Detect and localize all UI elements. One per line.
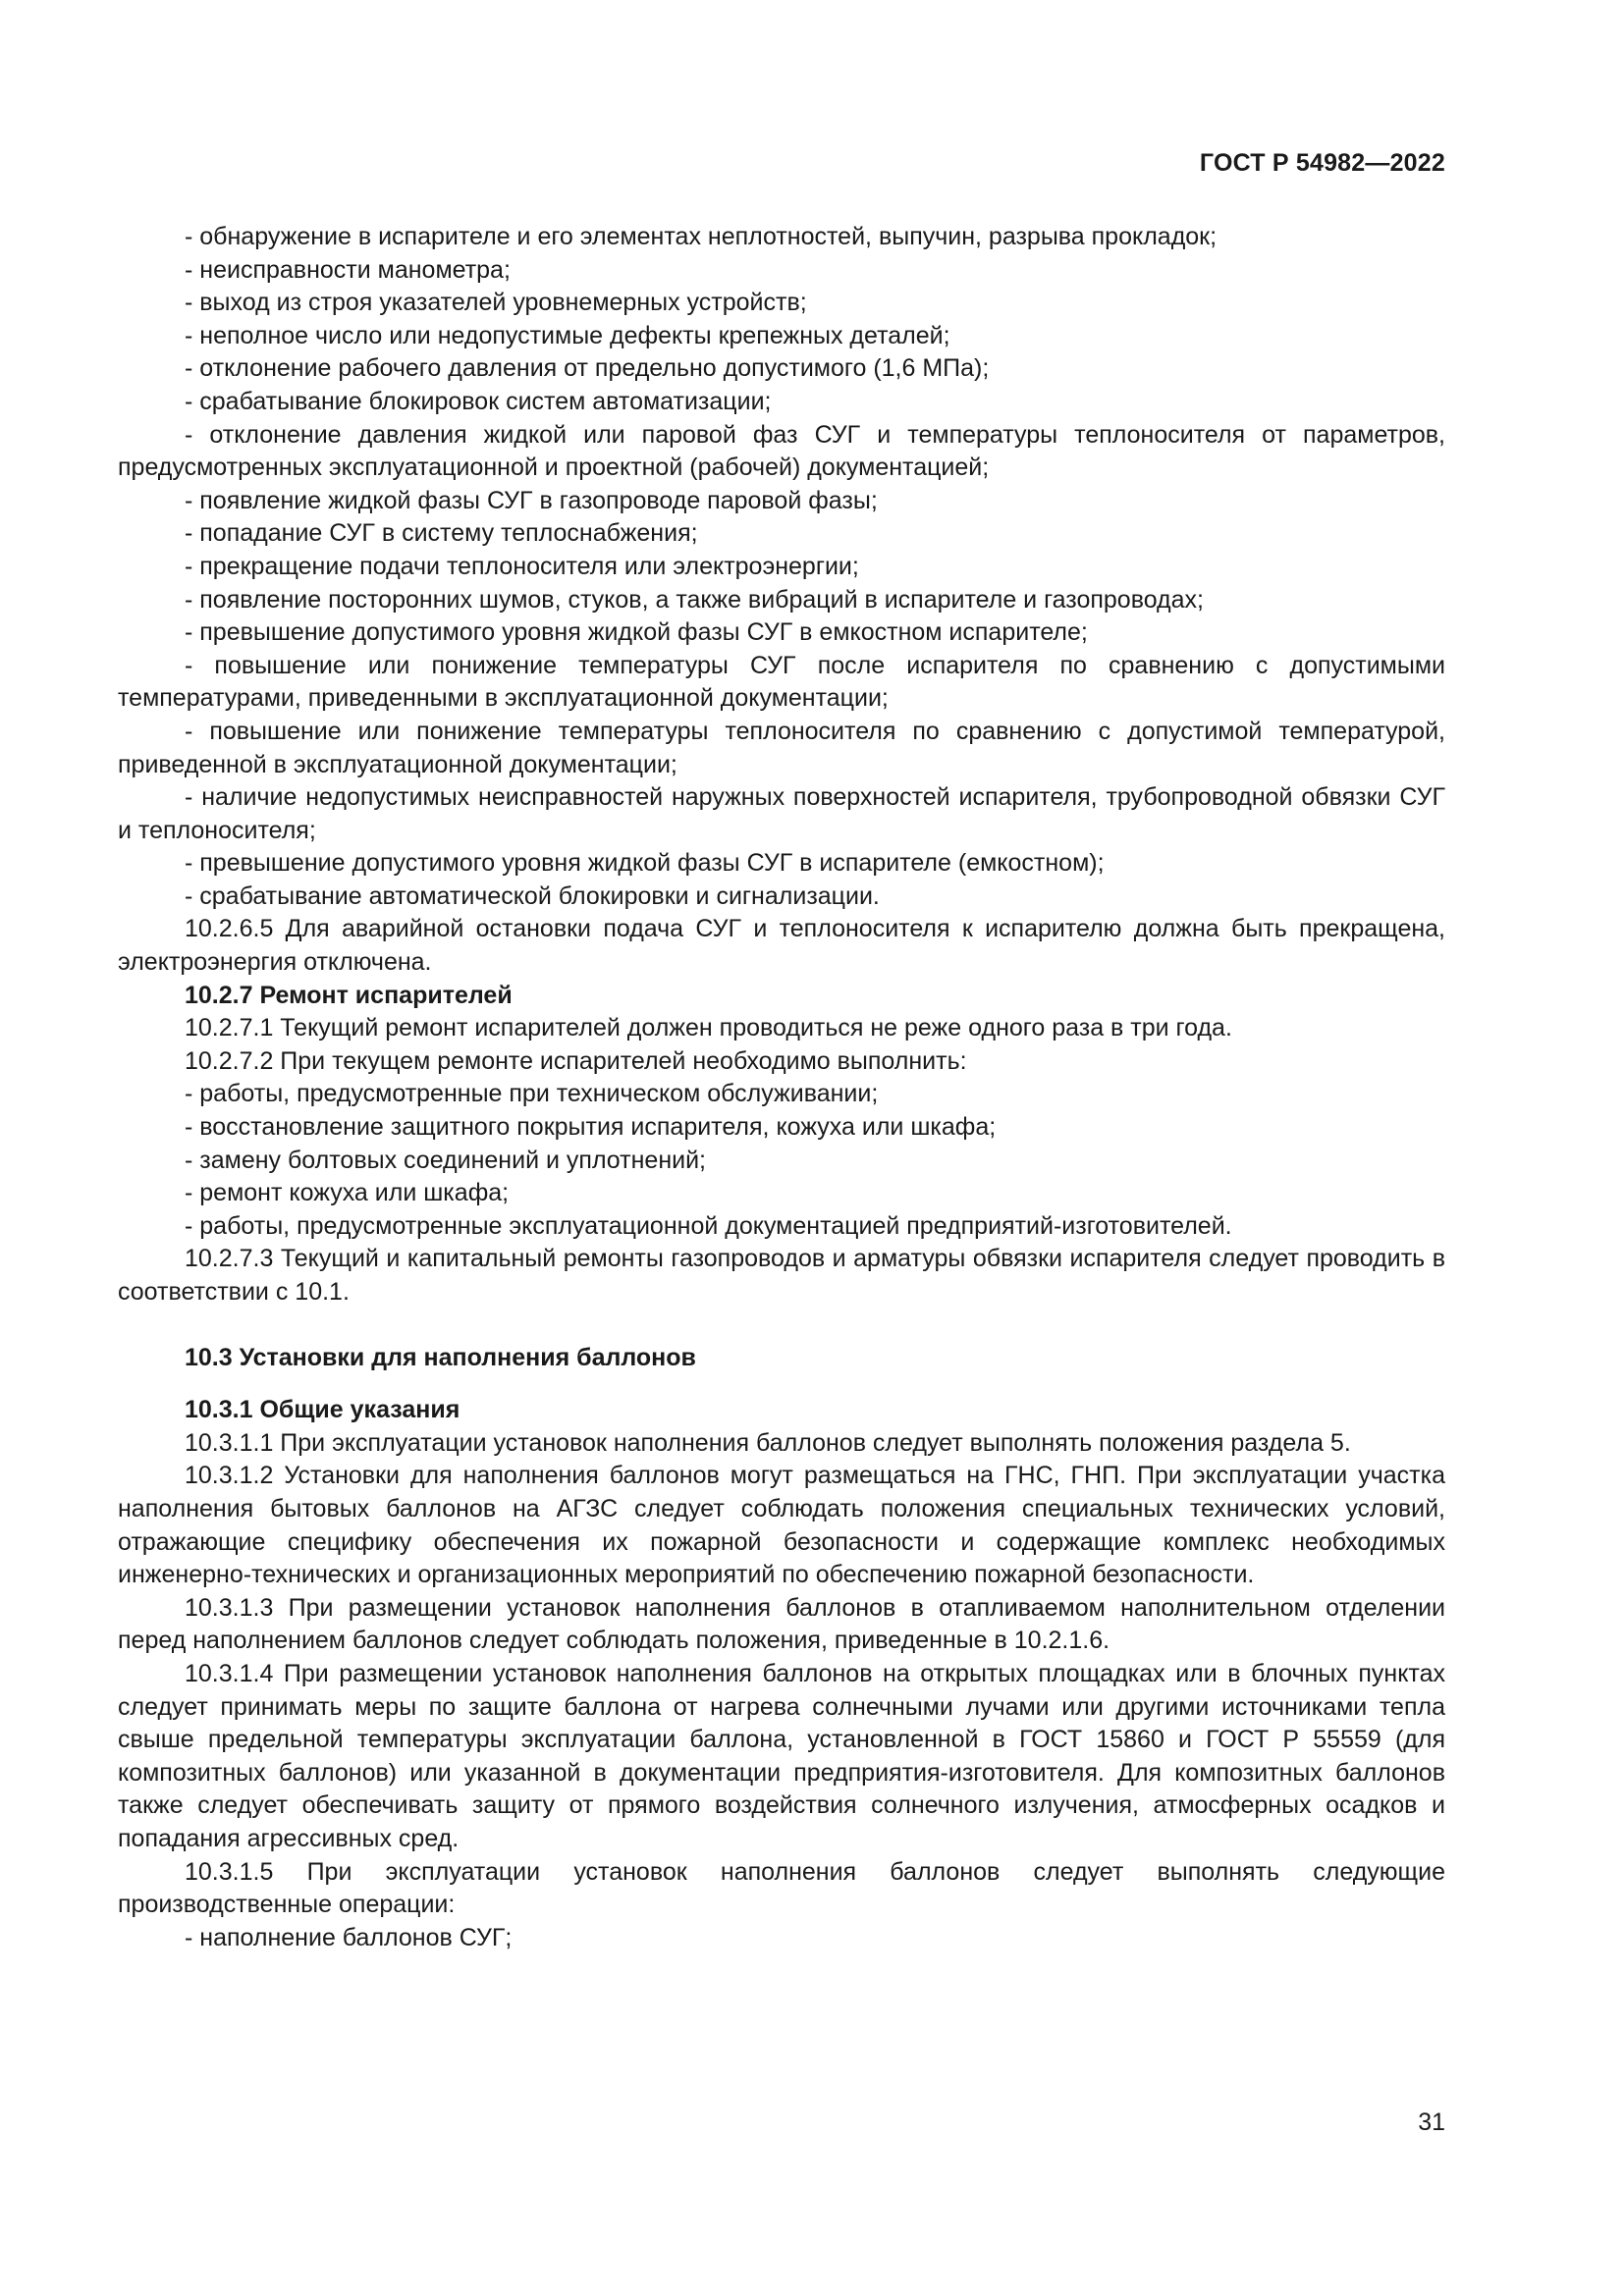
- clause-paragraph: 10.2.7.2 При текущем ремонте испарителей необходимо выполнить:: [185, 1046, 967, 1075]
- list-item: - появление жидкой фазы СУГ в газопроводе паровой фазы;: [185, 486, 878, 514]
- page-number: 31: [1418, 2109, 1445, 2136]
- list-item: - неполное число или недопустимые дефекты крепежных деталей;: [185, 321, 950, 349]
- clause-paragraph: 10.3.1.1 При эксплуатации установок наполнения баллонов следует выполнять положения раздела 5.: [185, 1428, 1351, 1457]
- list-item: - превышение допустимого уровня жидкой фазы СУГ в емкостном испарителе;: [185, 618, 1088, 647]
- list-item: - появление посторонних шумов, стуков, а также вибраций в испарителе и газопроводах;: [185, 585, 1204, 614]
- list-item: - наличие недопустимых неисправностей наружных поверхностей испарителя, трубопроводной обвязки СУГ и теплоносителя;: [118, 783, 1445, 844]
- section-heading: 10.3 Установки для наполнения баллонов: [185, 1343, 696, 1371]
- clause-paragraph: 10.2.7.3 Текущий и капитальный ремонты газопроводов и арматуры обвязки испарителя следует проводить в соответствии с 10.1.: [118, 1245, 1445, 1306]
- list-item: - обнаружение в испарителе и его элементах неплотностей, выпучин, разрыва прокладок;: [185, 223, 1218, 250]
- list-item: - работы, предусмотренные при техническом обслуживании;: [185, 1080, 879, 1108]
- list-item: - ремонт кожуха или шкафа;: [185, 1179, 510, 1207]
- list-item: - повышение или понижение температуры теплоносителя по сравнению с допустимой температурой, приведенной в эксплуатационной документации;: [118, 717, 1445, 778]
- clause-paragraph: 10.2.6.5 Для аварийной остановки подача СУГ и теплоносителя к испарителю должна быть прекращена, электроэнергия отключена.: [118, 915, 1445, 977]
- list-item: - срабатывание блокировок систем автоматизации;: [185, 387, 772, 415]
- list-item: - срабатывание автоматической блокировки и сигнализации.: [185, 881, 880, 910]
- list-item: - отклонение давления жидкой или паровой фаз СУГ и температуры теплоносителя от параметров, предусмотренных эксплуатационной и проектной (рабочей) документацией;: [118, 420, 1445, 482]
- list-item: - прекращение подачи теплоносителя или электроэнергии;: [185, 552, 859, 580]
- list-item: - повышение или понижение температуры СУГ после испарителя по сравнению с допустимыми температурами, приведенными в эксплуатационной документации;: [118, 651, 1445, 713]
- list-item: - замену болтовых соединений и уплотнений;: [185, 1146, 707, 1174]
- list-item: - отклонение рабочего давления от предельно допустимого (1,6 МПа);: [185, 354, 990, 383]
- clause-paragraph: 10.3.1.4 При размещении установок наполнения баллонов на открытых площадках или в блочных пунктах следует принимать меры по защите баллона от нагрева солнечными лучами или другими источниками тепла свыше предельной температуры эксплуатации баллона, установленной в ГОСТ 15860 и ГОСТ Р 55559 (для композитных баллонов) или указанной в документации предприятия-изготовителя. Для композитных баллонов также следует обеспечивать защиту от прямого воздействия солнечного излучения, атмосферных осадков и попадания агрессивных сред.: [118, 1659, 1445, 1852]
- list-item: - работы, предусмотренные эксплуатационной документацией предприятий-изготовителей.: [185, 1211, 1232, 1240]
- list-item: - неисправности манометра;: [185, 255, 511, 284]
- clause-paragraph: 10.3.1.2 Установки для наполнения баллонов могут размещаться на ГНС, ГНП. При эксплуатации участка наполнения бытовых баллонов на АГЗС следует соблюдать положения специальных технических условий, отражающие специфику обеспечения их пожарной безопасности и содержащие комплекс необходимых инженерно-технических и организационных мероприятий по обеспечению пожарной безопасности.: [118, 1462, 1445, 1589]
- list-item: - наполнение баллонов СУГ;: [185, 1923, 513, 1951]
- document-header: ГОСТ Р 54982—2022: [1199, 149, 1445, 177]
- clause-paragraph: 10.3.1.5 При эксплуатации установок наполнения баллонов следует выполнять следующие производственные операции:: [118, 1857, 1445, 1919]
- list-item: - восстановление защитного покрытия испарителя, кожуха или шкафа;: [185, 1113, 997, 1142]
- subsection-heading: 10.3.1 Общие указания: [185, 1396, 460, 1424]
- list-item: - попадание СУГ в систему теплоснабжения;: [185, 519, 698, 548]
- list-item: - превышение допустимого уровня жидкой фазы СУГ в испарителе (емкостном);: [185, 849, 1105, 878]
- document-body: [118, 221, 1445, 1954]
- subsection-heading: 10.2.7 Ремонт испарителей: [185, 981, 513, 1009]
- clause-paragraph: 10.3.1.3 При размещении установок наполнения баллонов в отапливаемом наполнительном отделении перед наполнением баллонов следует соблюдать положения, приведенные в 10.2.1.6.: [118, 1593, 1445, 1655]
- clause-paragraph: 10.2.7.1 Текущий ремонт испарителей должен проводиться не реже одного раза в три года.: [185, 1014, 1232, 1042]
- list-item: - выход из строя указателей уровнемерных устройств;: [185, 289, 807, 317]
